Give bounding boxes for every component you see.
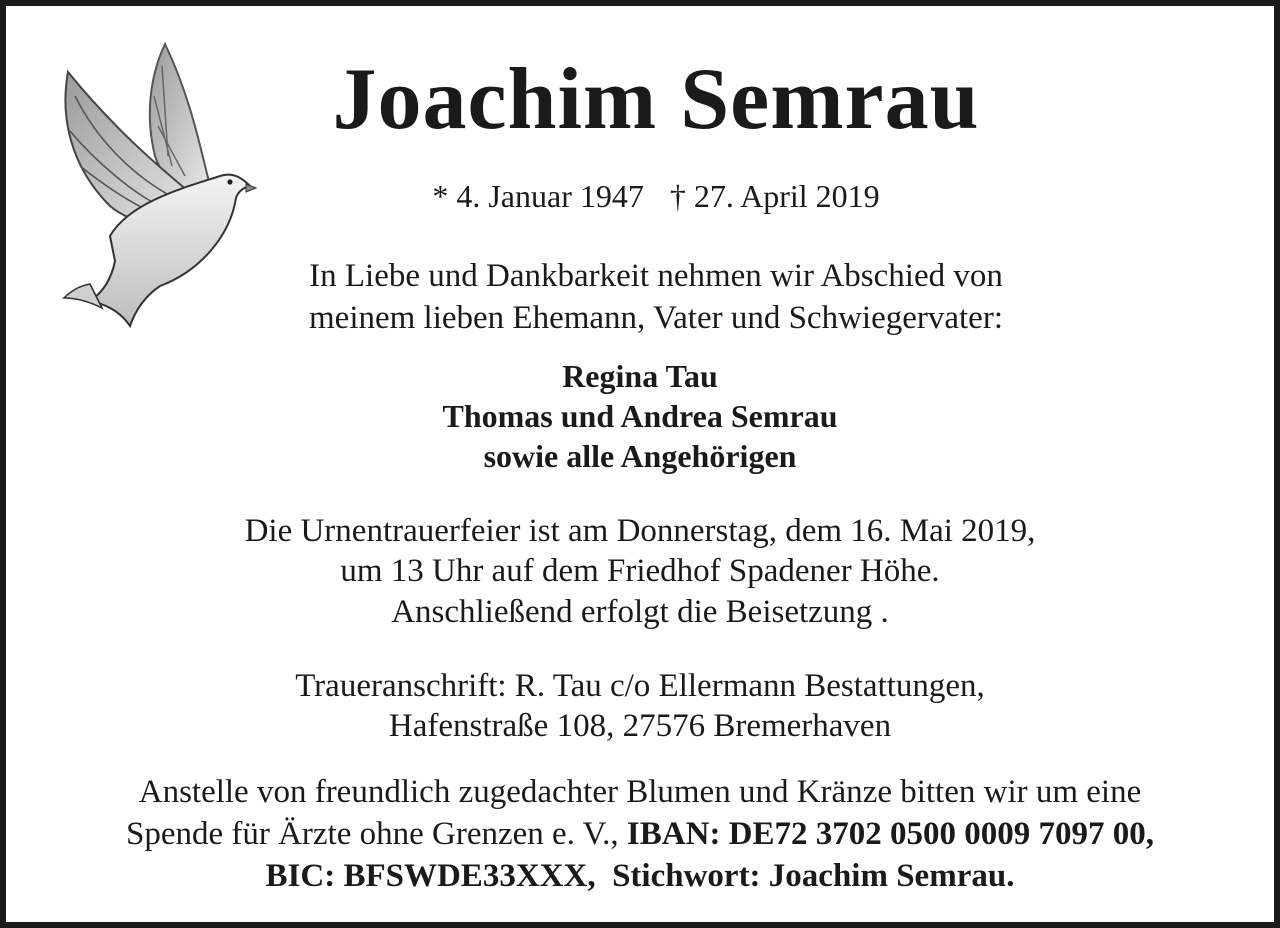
bic: BIC: BFSWDE33XXX, bbox=[265, 858, 596, 894]
ceremony-line: Anschließend erfolgt die Beisetzung . bbox=[391, 594, 889, 630]
mourner-line: sowie alle Angehörigen bbox=[483, 438, 797, 474]
ceremony-line: Die Urnentrauerfeier ist am Donnerstag, dem 16. Mai 2019, bbox=[244, 513, 1036, 549]
address-line: Traueranschrift: R. Tau c/o Ellermann Bestattungen, bbox=[295, 668, 985, 704]
donation-line bbox=[6, 814, 1274, 854]
intro-line: meinem lieben Ehemann, Vater und Schwiegervater: bbox=[309, 300, 1003, 336]
birth-date: * 4. Januar 1947 bbox=[432, 178, 644, 214]
death-date: † 27. April 2019 bbox=[669, 178, 880, 214]
ceremony-line: um 13 Uhr auf dem Friedhof Spadener Höhe. bbox=[340, 553, 940, 589]
dove-icon bbox=[50, 36, 260, 336]
donation-line bbox=[6, 856, 1274, 896]
iban: IBAN: DE72 3702 0500 0009 7097 00, bbox=[626, 816, 1155, 852]
intro-line: In Liebe und Dankbarkeit nehmen wir Abschied von bbox=[309, 258, 1003, 294]
address-line: Hafenstraße 108, 27576 Bremerhaven bbox=[388, 708, 892, 744]
donation-text: Spende für Ärzte ohne Grenzen e. V., bbox=[125, 816, 627, 852]
mourner-line: Regina Tau bbox=[562, 358, 718, 394]
donation-line: Anstelle von freundlich zugedachter Blumen und Kränze bitten wir um eine bbox=[138, 774, 1142, 810]
deceased-name: Joachim Semrau bbox=[332, 51, 980, 148]
life-dates bbox=[406, 176, 906, 216]
mourner-line: Thomas und Andrea Semrau bbox=[442, 398, 838, 434]
keyword: Stichwort: Joachim Semrau. bbox=[612, 858, 1015, 894]
